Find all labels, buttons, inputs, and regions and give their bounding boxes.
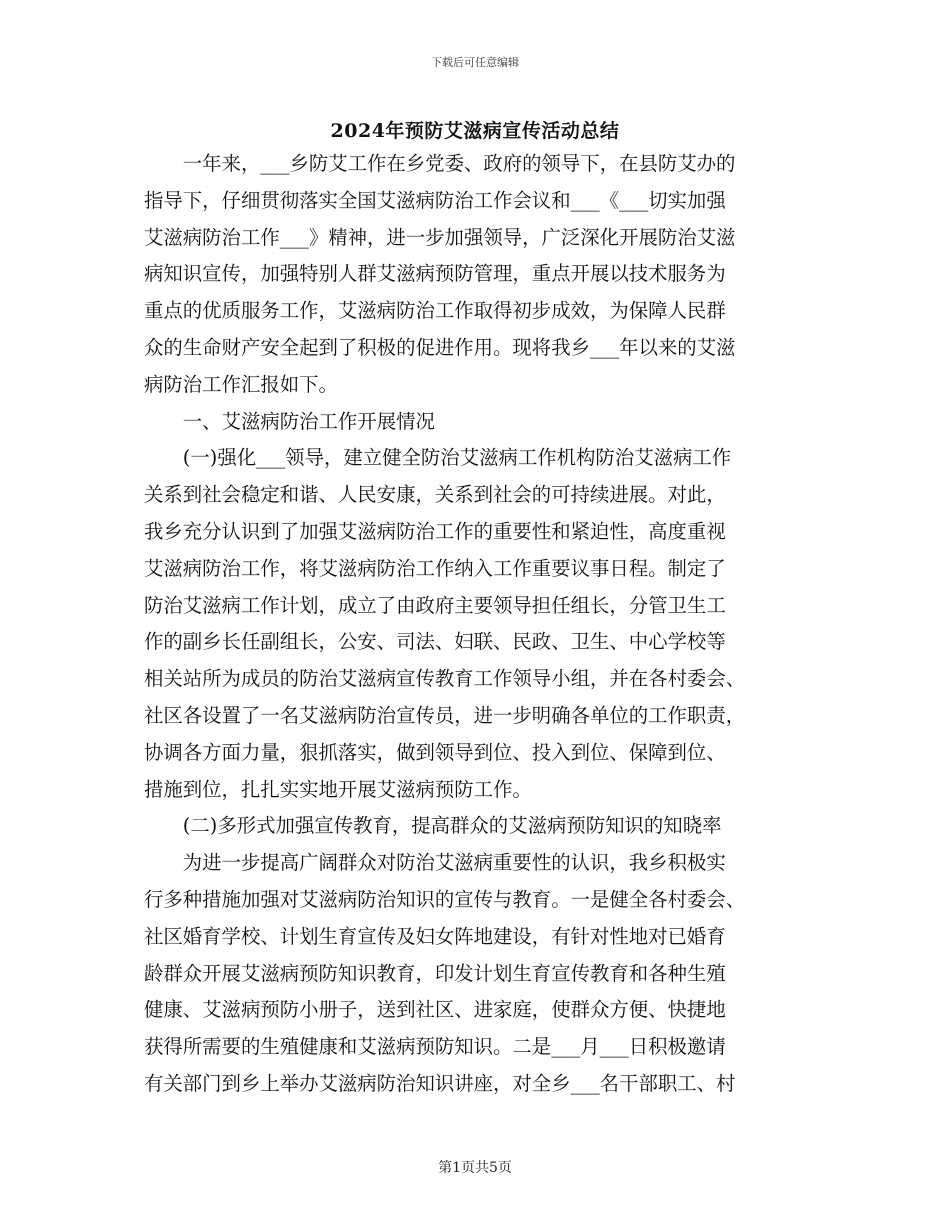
paragraph-line: 相关站所为成员的防治艾滋病宣传教育工作领导小组，并在各村委会、 bbox=[144, 667, 746, 691]
paragraph-line: 一年来，___乡防艾工作在乡党委、政府的领导下，在县防艾办的 bbox=[182, 152, 736, 175]
paragraph-line: 获得所需要的生殖健康和艾滋病预防知识。二是___月___日积极邀请 bbox=[144, 1035, 726, 1059]
document-body bbox=[144, 146, 812, 1103]
paragraph-line: 健康、艾滋病预防小册子，送到社区、进家庭，使群众方便、快捷地 bbox=[144, 998, 726, 1022]
paragraph-line: 重点的优质服务工作，艾滋病防治工作取得初步成效，为保障人民群 bbox=[144, 299, 726, 323]
header-note: 下载后可任意编辑 bbox=[431, 56, 519, 69]
subsection-heading: (二)多形式加强宣传教育，提高群众的艾滋病预防知识的知晓率 bbox=[182, 814, 722, 838]
paragraph-line: 我乡充分认识到了加强艾滋病防治工作的重要性和紧迫性，高度重视 bbox=[144, 519, 726, 543]
page-number-footer: 第1页共5页 bbox=[438, 1160, 512, 1176]
paragraph-line: 指导下，仔细贯彻落实全国艾滋病防治工作会议和___《___切实加强 bbox=[144, 188, 726, 212]
paragraph-line: 为进一步提高广阔群众对防治艾滋病重要性的认识，我乡积极实 bbox=[182, 851, 726, 875]
paragraph-line: 措施到位，扎扎实实地开展艾滋病预防工作。 bbox=[144, 777, 532, 801]
paragraph-line: 有关部门到乡上举办艾滋病防治知识讲座，对全乡___名干部职工、村 bbox=[144, 1071, 736, 1095]
paragraph-line: 社区婚育学校、计划生育宣传及妇女阵地建设，有针对性地对已婚育 bbox=[144, 924, 726, 948]
document-title: 2024年预防艾滋病宣传活动总结 bbox=[330, 120, 620, 142]
paragraph-line: 关系到社会稳定和谐、人民安康，关系到社会的可持续进展。对此， bbox=[144, 483, 726, 507]
subsection-heading: (一)强化___领导，建立健全防治艾滋病工作机构防治艾滋病工作 bbox=[182, 446, 732, 470]
paragraph-line: 艾滋病防治工作，将艾滋病防治工作纳入工作重要议事日程。制定了 bbox=[144, 556, 726, 580]
paragraph-line: 协调各方面力量，狠抓落实，做到领导到位、投入到位、保障到位、 bbox=[144, 740, 726, 764]
section-heading: 一、艾滋病防治工作开展情况 bbox=[182, 409, 435, 433]
paragraph-line: 防治艾滋病工作计划，成立了由政府主要领导担任组长，分管卫生工 bbox=[144, 593, 726, 617]
paragraph-line: 艾滋病防治工作___》精神，进一步加强领导，广泛深化开展防治艾滋 bbox=[144, 225, 736, 249]
paragraph-line: 作的副乡长任副组长，公安、司法、妇联、民政、卫生、中心学校等 bbox=[144, 630, 726, 654]
paragraph-line: 众的生命财产安全起到了积极的促进作用。现将我乡___年以来的艾滋 bbox=[144, 335, 736, 359]
paragraph-line: 社区各设置了一名艾滋病防治宣传员，进一步明确各单位的工作职责， bbox=[144, 703, 746, 727]
paragraph-line: 龄群众开展艾滋病预防知识教育，印发计划生育宣传教育和各种生殖 bbox=[144, 961, 726, 985]
paragraph-line: 行多种措施加强对艾滋病防治知识的宣传与教育。一是健全各村委会、 bbox=[144, 887, 746, 911]
paragraph-line: 病防治工作汇报如下。 bbox=[144, 372, 338, 396]
paragraph-line: 病知识宣传，加强特别人群艾滋病预防管理，重点开展以技术服务为 bbox=[144, 262, 726, 286]
